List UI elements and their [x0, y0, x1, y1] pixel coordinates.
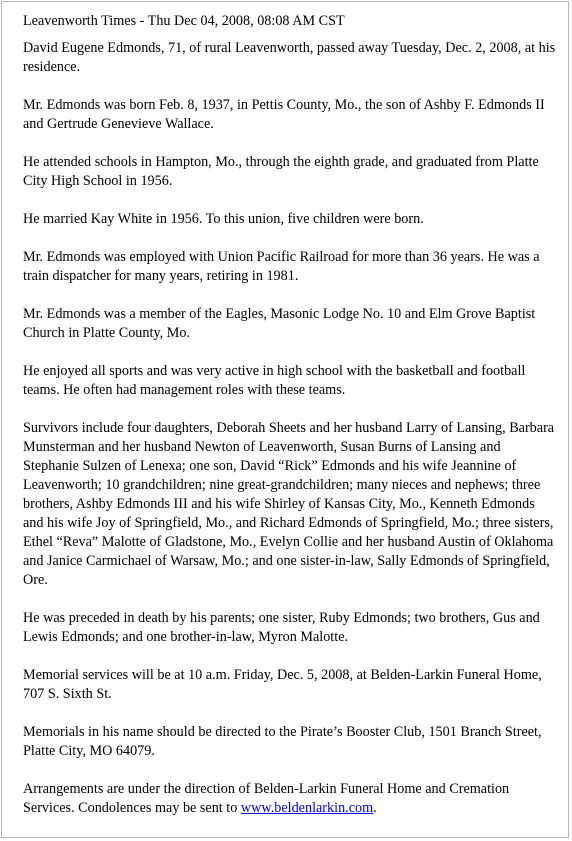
paragraph-birth: Mr. Edmonds was born Feb. 8, 1937, in Pettis County, Mo., the son of Ashby F. Edmonds II and Gertrude Genevieve Wallace. — [23, 97, 545, 132]
paragraph-preceded: He was preceded in death by his parents; one sister, Ruby Edmonds; two brothers, Gus and Lewis Edmonds; and one brother-in-law, Myron Malotte. — [23, 610, 540, 645]
paragraph-memberships: Mr. Edmonds was a member of the Eagles, Masonic Lodge No. 10 and Elm Grove Baptist Church in Platte County, Mo. — [23, 306, 536, 341]
paragraph-survivors: Survivors include four daughters, Deborah Sheets and her husband Larry of Lansing, Barbara Munsterman and her husband Newton of Leavenworth, Susan Burns of Lansing and Stephanie Sulzen of Lenexa; one son, David “Rick” Edmonds and his wife Jeannine of Leavenworth; 10 grandchildren; nine great-grandchildren; many nieces and nephews; three brothers, Ashby Edmonds III and his wife Shirley of Kansas City, Mo., Kenneth Edmonds and his wife Joy of Springfield, Mo., and Richard Edmonds of Springfield, Mo.; three sisters, Ethel “Reva” Malotte of Gladstone, Mo., Evelyn Collie and her husband Austin of Oklahoma and Janice Carmichael of Warsaw, Mo.; and one sister-in-law, Sally Edmonds of Springfield, Ore. — [23, 420, 555, 588]
document-page — [1, 1, 569, 838]
paragraph-education: He attended schools in Hampton, Mo., through the eighth grade, and graduated from Platte City High School in 1956. — [23, 154, 539, 189]
arrangements-end: . — [373, 800, 377, 816]
paragraph-employment: Mr. Edmonds was employed with Union Pacific Railroad for more than 36 years. He was a train dispatcher for many years, retiring in 1981. — [23, 249, 540, 284]
article-header: Leavenworth Times - Thu Dec 04, 2008, 08:08 AM CST — [23, 13, 345, 29]
arrangements-text: Arrangements are under the direction of Belden-Larkin Funeral Home and Cremation Services. Condolences may be sent to — [23, 781, 510, 816]
paragraph-arrangements — [23, 780, 558, 818]
paragraph-death-notice: David Eugene Edmonds, 71, of rural Leavenworth, passed away Tuesday, Dec. 2, 2008, at his residence. — [23, 40, 556, 75]
paragraph-services: Memorial services will be at 10 a.m. Friday, Dec. 5, 2008, at Belden-Larkin Funeral Home, 707 S. Sixth St. — [23, 667, 542, 702]
paragraph-marriage: He married Kay White in 1956. To this union, five children were born. — [23, 211, 424, 227]
paragraph-memorials: Memorials in his name should be directed to the Pirate’s Booster Club, 1501 Branch Street, Platte City, MO 64079. — [23, 724, 542, 759]
document-body — [23, 12, 558, 818]
paragraph-sports: He enjoyed all sports and was very active in high school with the basketball and football teams. He often had management roles with these teams. — [23, 363, 526, 398]
condolences-link[interactable]: www.beldenlarkin.com — [240, 800, 374, 816]
